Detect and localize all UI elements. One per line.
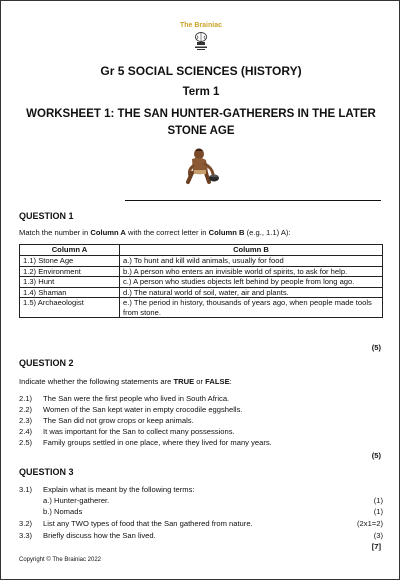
list-item [19, 496, 383, 505]
instruction-text: or [194, 377, 206, 386]
worksheet-title: WORKSHEET 1: THE SAN HUNTER-GATHERERS IN THE LATER STONE AGE [26, 108, 376, 137]
item-number: 2.3) [19, 416, 33, 425]
row-definition: The period in history, thousands of years ago, when people made tools from stone. [123, 298, 372, 317]
item-number: 3.3) [19, 531, 33, 540]
row-number: 1.5) [23, 298, 37, 307]
question-1-marks: (5) [371, 343, 381, 352]
table-row [20, 266, 383, 277]
column-a-cell [20, 298, 120, 318]
column-b-cell [120, 277, 383, 288]
question-2-heading: QUESTION 2 [19, 358, 74, 368]
column-a-cell [20, 277, 120, 288]
item-text: b.) Nomads [43, 507, 83, 516]
item-number: 2.5) [19, 438, 33, 447]
column-a-header: Column A [20, 245, 120, 256]
row-definition: To hunt and kill wild animals, usually for food [133, 256, 284, 265]
table-row [20, 287, 383, 298]
row-letter: a.) [123, 256, 132, 265]
item-number: 2.4) [19, 427, 33, 436]
question-2-marks: (5) [371, 451, 381, 460]
item-text: Briefly discuss how the San lived. [43, 531, 156, 540]
item-number: 3.1) [19, 485, 33, 494]
column-b-cell [120, 298, 383, 318]
list-item [19, 416, 383, 425]
question-1-heading: QUESTION 1 [19, 211, 74, 221]
item-text: It was important for the San to collect many possessions. [43, 427, 235, 436]
list-item [19, 531, 383, 540]
item-text: Explain what is meant by the following terms: [43, 485, 195, 494]
column-a-cell [20, 266, 120, 277]
list-item [19, 507, 383, 516]
question-2-instruction [19, 377, 232, 386]
row-term: Environment [38, 266, 81, 276]
row-number: 1.3) [23, 277, 37, 286]
list-item [19, 485, 383, 494]
brand-name: The Brainiac [179, 22, 222, 29]
item-mark: (1) [373, 496, 383, 505]
row-definition: The natural world of soil, water, air and plants. [133, 287, 289, 297]
row-term: Stone Age [38, 256, 74, 265]
item-number: 2.1) [19, 394, 33, 403]
list-item [19, 394, 383, 403]
instruction-text: (e.g., 1.1) A): [244, 228, 291, 237]
row-letter: d.) [123, 287, 132, 297]
table-row [20, 277, 383, 288]
column-b-cell [120, 287, 383, 298]
row-term: Shaman [38, 287, 67, 297]
question-3-heading: QUESTION 3 [19, 467, 74, 477]
instruction-bold: TRUE [173, 377, 195, 386]
row-term: Archaeologist [37, 298, 84, 307]
row-term: Hunt [38, 277, 55, 286]
item-text: List any TWO types of food that the San gathered from nature. [43, 519, 253, 528]
row-number: 1.4) [23, 287, 37, 297]
row-letter: e.) [123, 298, 132, 307]
column-a-cell [20, 256, 120, 267]
item-mark: (2x1=2) [357, 519, 383, 528]
row-letter: c.) [123, 277, 132, 286]
term-title: Term 1 [182, 86, 220, 98]
instruction-bold: Column B [208, 228, 245, 237]
instruction-text: Match the number in [19, 228, 91, 237]
matching-table [19, 244, 383, 318]
row-number: 1.1) [23, 256, 37, 265]
column-a-cell [20, 287, 120, 298]
divider-line [125, 200, 381, 201]
list-item [19, 427, 383, 436]
table-row [20, 298, 383, 318]
column-b-cell [120, 266, 383, 277]
table-header-row [20, 245, 383, 256]
instruction-text: : [229, 377, 232, 386]
item-text: The San were the first people who lived in South Africa. [43, 394, 230, 403]
column-b-header: Column B [120, 245, 383, 256]
row-definition: A person who studies objects left behind by people from long ago. [133, 277, 355, 286]
instruction-bold: FALSE [205, 377, 230, 386]
brain-logo-icon [192, 31, 210, 51]
instruction-text: Indicate whether the following statements are [19, 377, 174, 386]
column-b-cell [120, 256, 383, 267]
question-3-total: [7] [371, 542, 381, 551]
item-number: 3.2) [19, 519, 33, 528]
item-mark: (3) [373, 531, 383, 540]
item-text: Family groups settled in one place, where they lived for many years. [43, 438, 272, 447]
item-mark: (1) [373, 507, 383, 516]
item-text: The San did not grow crops or keep animals. [43, 416, 194, 425]
item-text: Women of the San kept water in empty crocodile eggshells. [43, 405, 243, 414]
list-item [19, 405, 383, 414]
grade-title: Gr 5 SOCIAL SCIENCES (HISTORY) [100, 64, 302, 78]
item-text: a.) Hunter-gatherer. [43, 496, 110, 505]
row-number: 1.2) [23, 266, 37, 276]
san-hunter-illustration [179, 143, 223, 185]
item-number: 2.2) [19, 405, 33, 414]
copyright-notice: Copyright © The Brainiac 2022 [19, 557, 102, 563]
list-item [19, 519, 383, 528]
row-letter: b.) [123, 266, 132, 276]
question-1-instruction [19, 228, 291, 237]
table-row [20, 256, 383, 267]
list-item [19, 438, 383, 447]
instruction-text: with the correct letter in [125, 228, 209, 237]
instruction-bold: Column A [90, 228, 126, 237]
row-definition: A person who enters an invisible world of spirits, to ask for help. [133, 266, 348, 276]
